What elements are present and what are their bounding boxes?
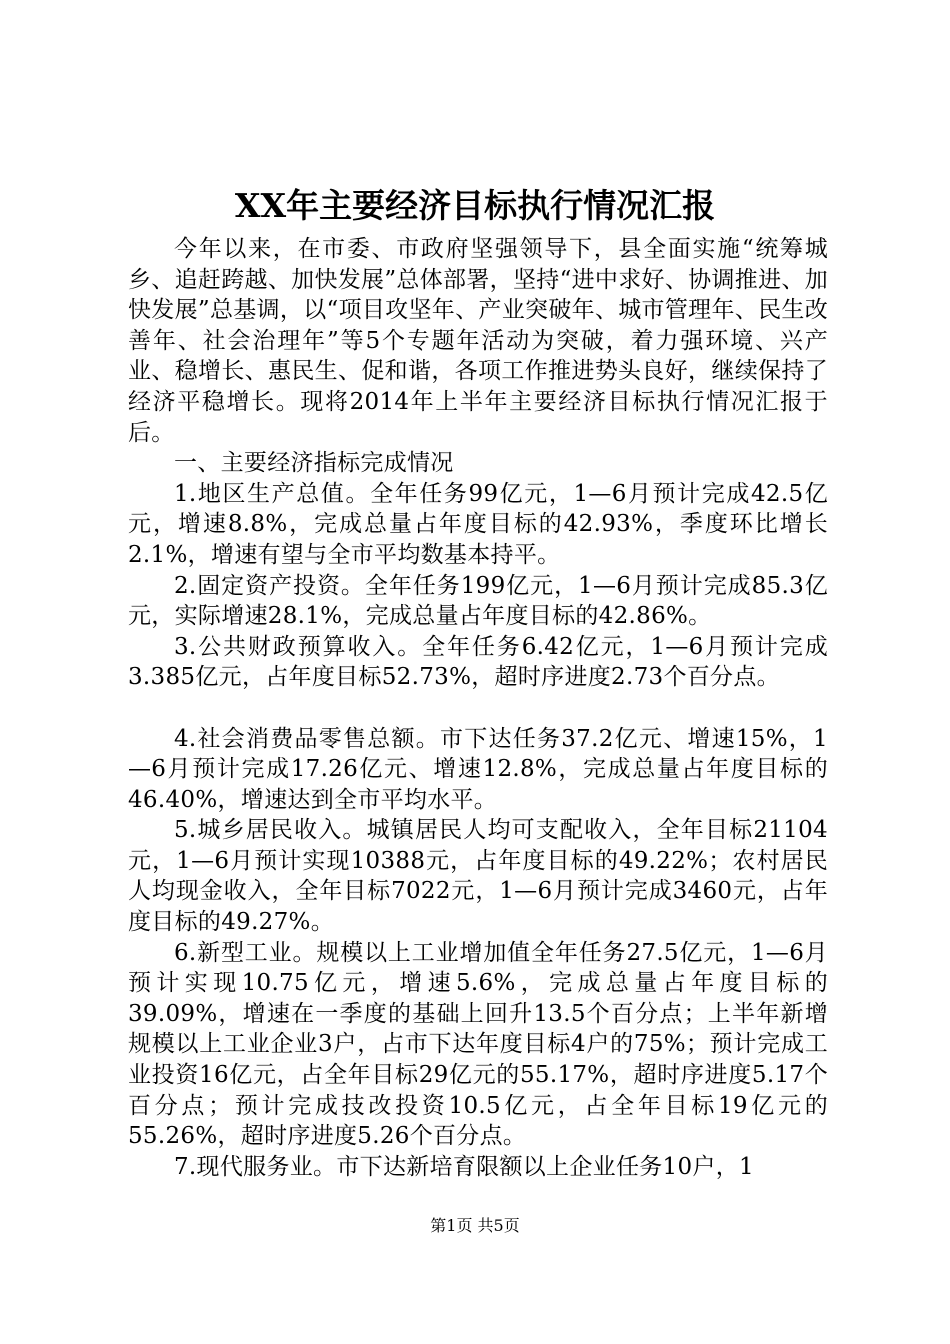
item-gdp: 1.地区生产总值。全年任务99亿元，1—6月预计完成42.5亿元，增速8.8%，完成总量占年度目标的42.93%，季度环比增长2.1%，增速有望与全市平均数基本持平。 bbox=[128, 480, 828, 568]
item-resident-income: 5.城乡居民收入。城镇居民人均可支配收入，全年目标21104元，1—6月预计实现10388元，占年度目标的49.22%；农村居民人均现金收入，全年目标7022元，1—6月预计完成3460元，占年度目标的49.27%。 bbox=[128, 817, 828, 936]
item-retail-sales: 4.社会消费品零售总额。市下达任务37.2亿元、增速15%，1—6月预计完成17.26亿元、增速12.8%，完成总量占年度目标的46.40%，增速达到全市平均水平。 bbox=[128, 725, 828, 813]
document-body bbox=[128, 234, 828, 1182]
document-title: XX年主要经济目标执行情况汇报 bbox=[234, 186, 716, 225]
item-new-industry: 6.新型工业。规模以上工业增加值全年任务27.5亿元，1—6月预计实现10.75亿元，增速5.6%，完成总量占年度目标的39.09%，增速在一季度的基础上回升13.5个百分点；上半年新增规模以上工业企业3户，占市下达年度目标4户的75%；预计完成工业投资16亿元，占全年目标29亿元的55.17%，超时序进度5.17个百分点；预计完成技改投资10.5亿元，占全年目标19亿元的55.26%，超时序进度5.26个百分点。 bbox=[128, 939, 828, 1150]
item-fixed-asset-investment: 2.固定资产投资。全年任务199亿元，1—6月预计完成85.3亿元，实际增速28.1%，完成总量占年度目标的42.86%。 bbox=[128, 572, 828, 630]
page-footer: 第1页 共5页 bbox=[430, 1216, 520, 1235]
section-heading: 一、主要经济指标完成情况 bbox=[174, 450, 454, 477]
item-public-budget-revenue: 3.公共财政预算收入。全年任务6.42亿元，1—6月预计完成3.385亿元，占年度目标52.73%，超时序进度2.73个百分点。 bbox=[128, 633, 828, 691]
intro-paragraph: 今年以来，在市委、市政府坚强领导下，县全面实施“统筹城乡、追赶跨越、加快发展”总体部署，坚持“进中求好、协调推进、加快发展”总基调，以“项目攻坚年、产业突破年、城市管理年、民生改善年、社会治理年”等5个专题年活动为突破，着力强环境、兴产业、稳增长、惠民生、促和谐，各项工作推进势头良好，继续保持了经济平稳增长。现将2014年上半年主要经济目标执行情况汇报于后。 bbox=[128, 236, 828, 446]
item-modern-services: 7.现代服务业。市下达新培育限额以上企业任务10户，1 bbox=[174, 1153, 754, 1180]
blank-line bbox=[128, 693, 828, 724]
